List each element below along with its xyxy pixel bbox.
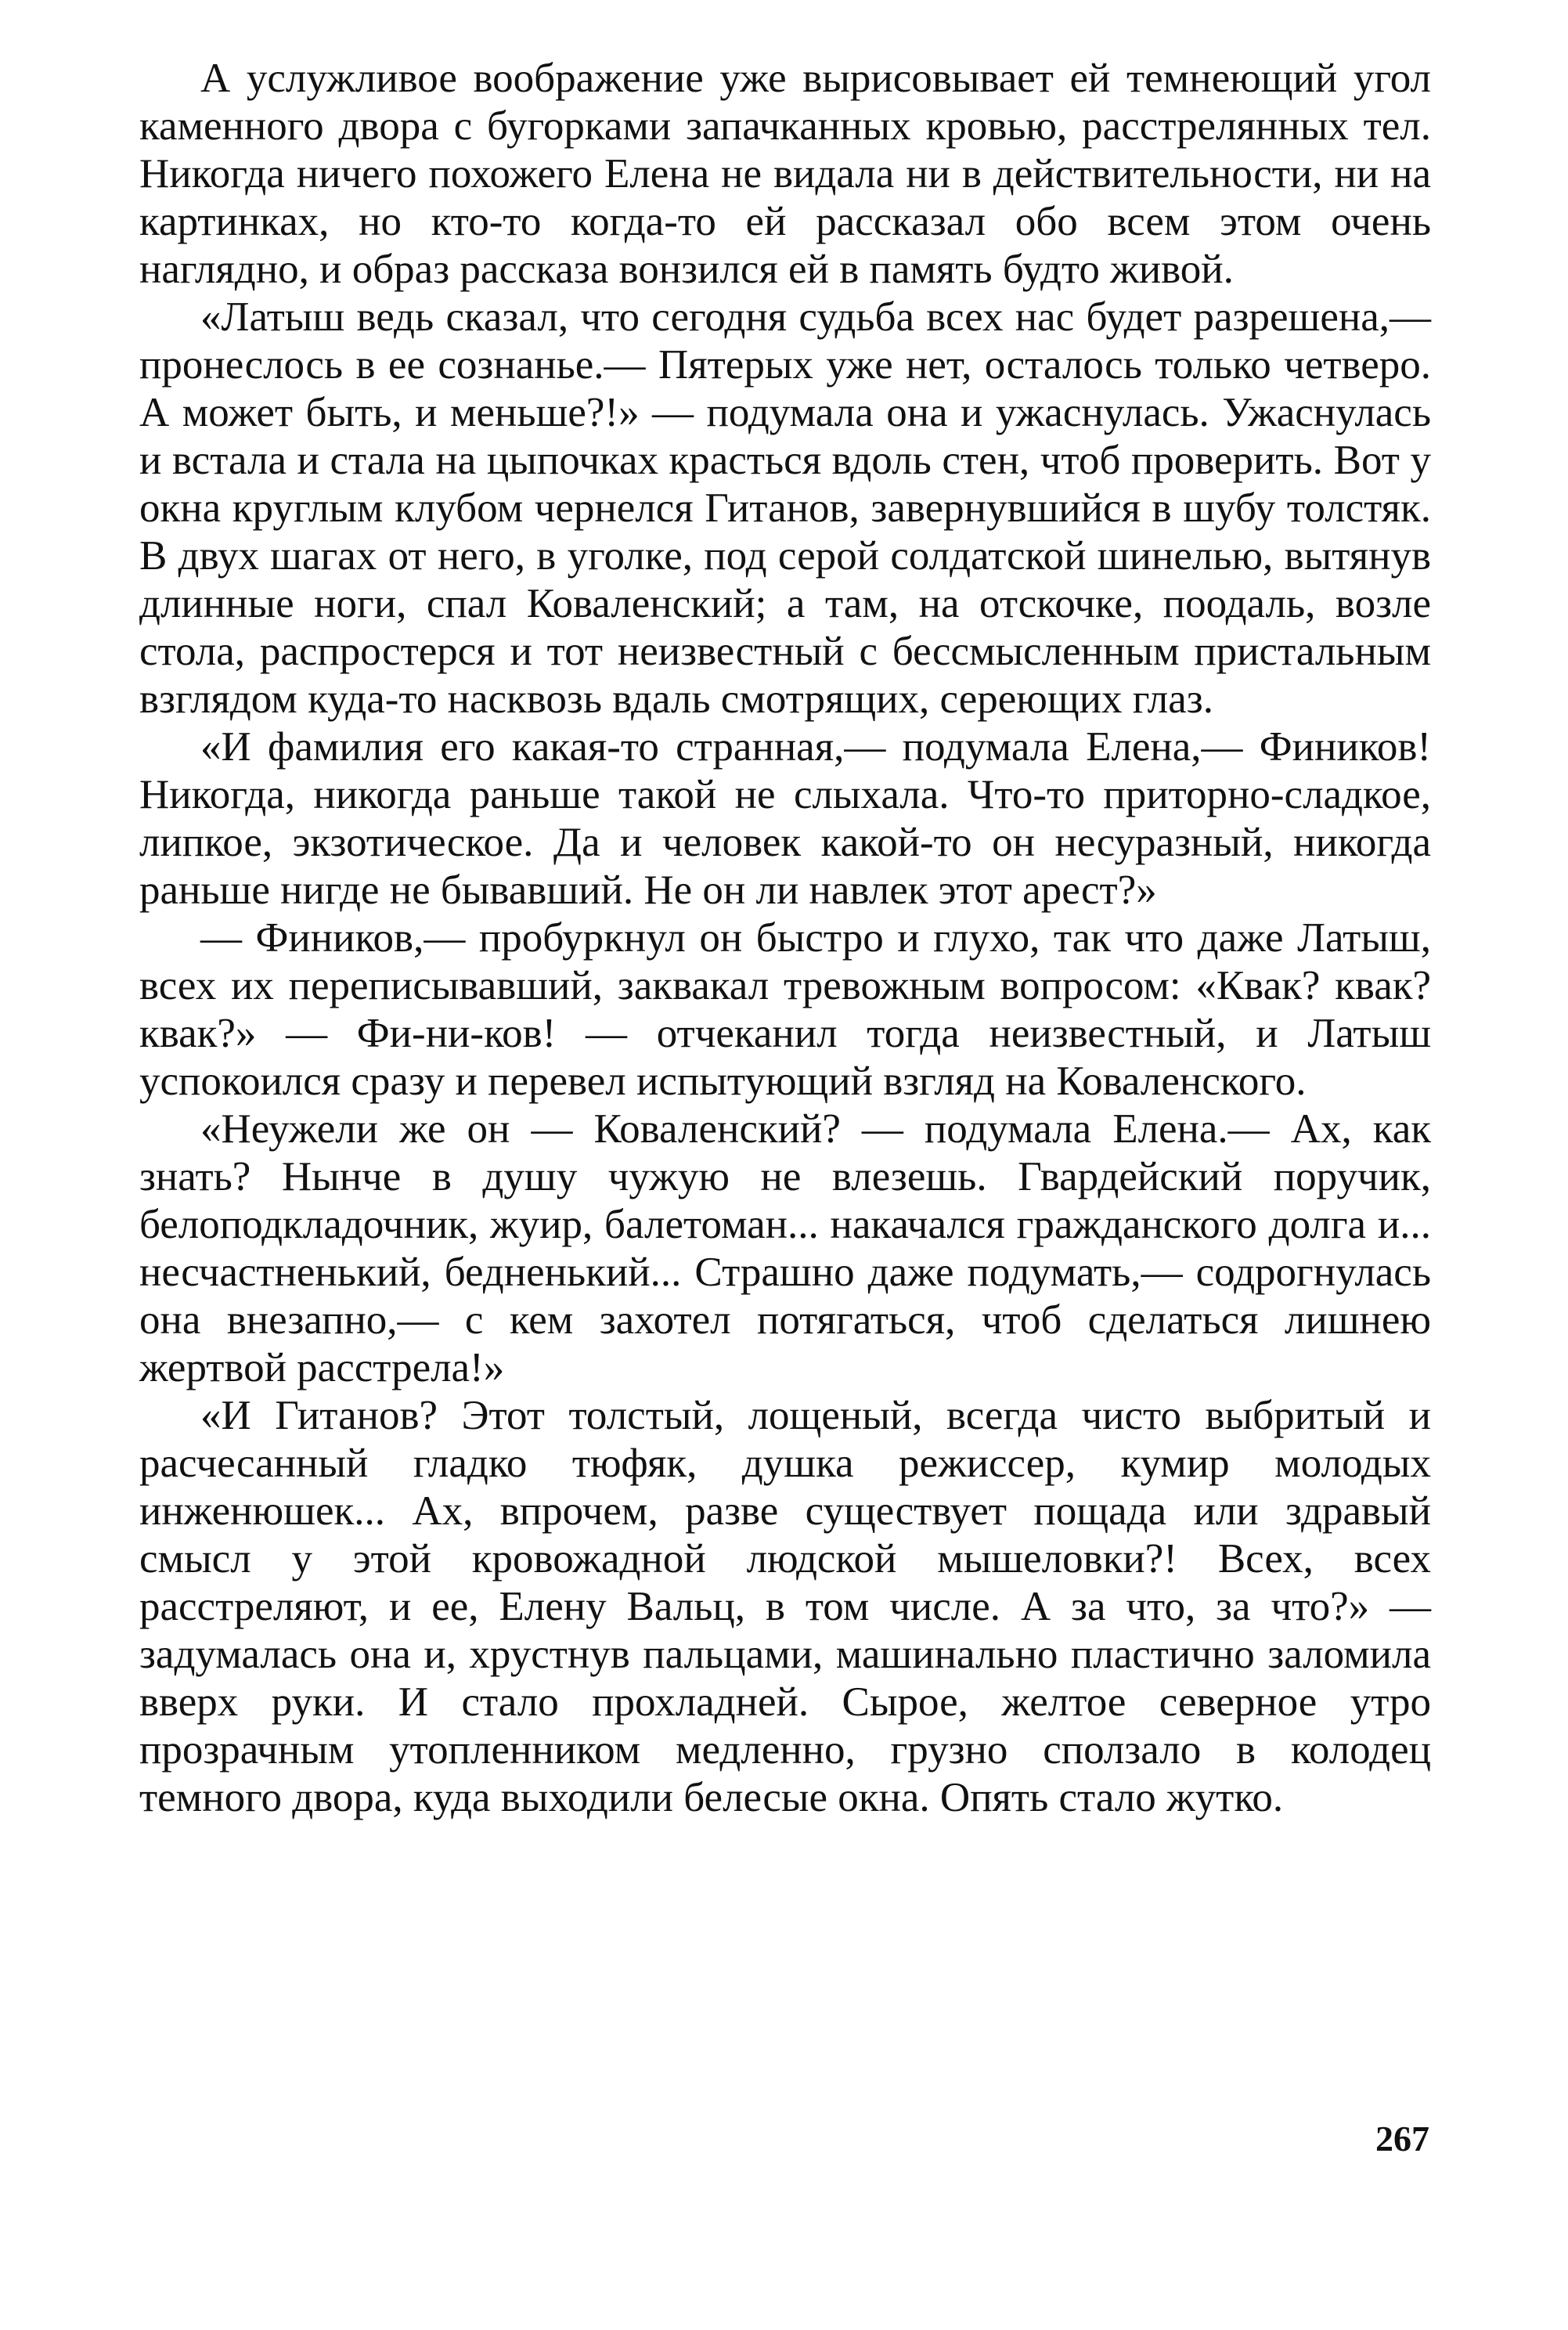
page-body [139,55,1431,1822]
paragraph-3: «И фамилия его какая-то странная,— подумала Елена,— Фиников! Никогда, никогда раньше такой не слыхала. Что-то приторно-сладкое, липкое, экзотическое. Да и человек какой-то он несуразный, никогда раньше нигде не бывавший. Не он ли навлек этот арест?» [139,724,1431,913]
paragraph-4: — Фиников,— пробуркнул он быстро и глухо, так что даже Латыш, всех их переписывавший, заквакал тревожным вопросом: «Квак? квак? квак?» — Фи-ни-ков! — отчеканил тогда неизвестный, и Латыш успокоился сразу и перевел испытующий взгляд на Коваленского. [139,915,1431,1104]
paragraph-2: «Латыш ведь сказал, что сегодня судьба всех нас будет разрешена,— пронеслось в ее сознанье.— Пятерых уже нет, осталось только четверо. А может быть, и меньше?!» — подумала она и ужаснулась. Ужаснулась и встала и стала на цыпочках красться вдоль стен, чтоб проверить. Вот у окна круглым клубом чернелся Гитанов, завернувшийся в шубу толстяк. В двух шагах от него, в уголке, под серой солдатской шинелью, вытянув длинные ноги, спал Коваленский; а там, на отскочке, поодаль, возле стола, распростерся и тот неизвестный с бессмысленным пристальным взглядом куда-то насквозь вдаль смотрящих, сереющих глаз. [139,294,1431,722]
paragraph-1: А услужливое воображение уже вырисовывает ей темнеющий угол каменного двора с бугорками запачканных кровью, расстрелянных тел. Никогда ничего похожего Елена не видала ни в действительности, ни на картинках, но кто-то когда-то ей рассказал обо всем этом очень наглядно, и образ рассказа вонзился ей в память будто живой. [139,56,1431,292]
page-number: 267 [1375,2119,1429,2159]
paragraph-6: «И Гитанов? Этот толстый, лощеный, всегда чисто выбритый и расчесанный гладко тюфяк, душка режиссер, кумир молодых инженюшек... Ах, впрочем, разве существует пощада или здравый смысл у этой кровожадной людской мышеловки?! Всех, всех расстреляют, и ее, Елену Вальц, в том числе. А за что, за что?» — задумалась она и, хрустнув пальцами, машинально пластично заломила вверх руки. И стало прохладней. Сырое, желтое северное утро прозрачным утопленником медленно, грузно сползало в колодец темного двора, куда выходили белесые окна. Опять стало жутко. [139,1393,1431,1820]
paragraph-5: «Неужели же он — Коваленский? — подумала Елена.— Ах, как знать? Нынче в душу чужую не влезешь. Гвардейский поручик, белоподкладочник, жуир, балетоман... накачался гражданского долга и... несчастненький, бедненький... Страшно даже подумать,— содрогнулась она внезапно,— с кем захотел потягаться, чтоб сделаться лишнею жертвой расстрела!» [139,1106,1431,1390]
